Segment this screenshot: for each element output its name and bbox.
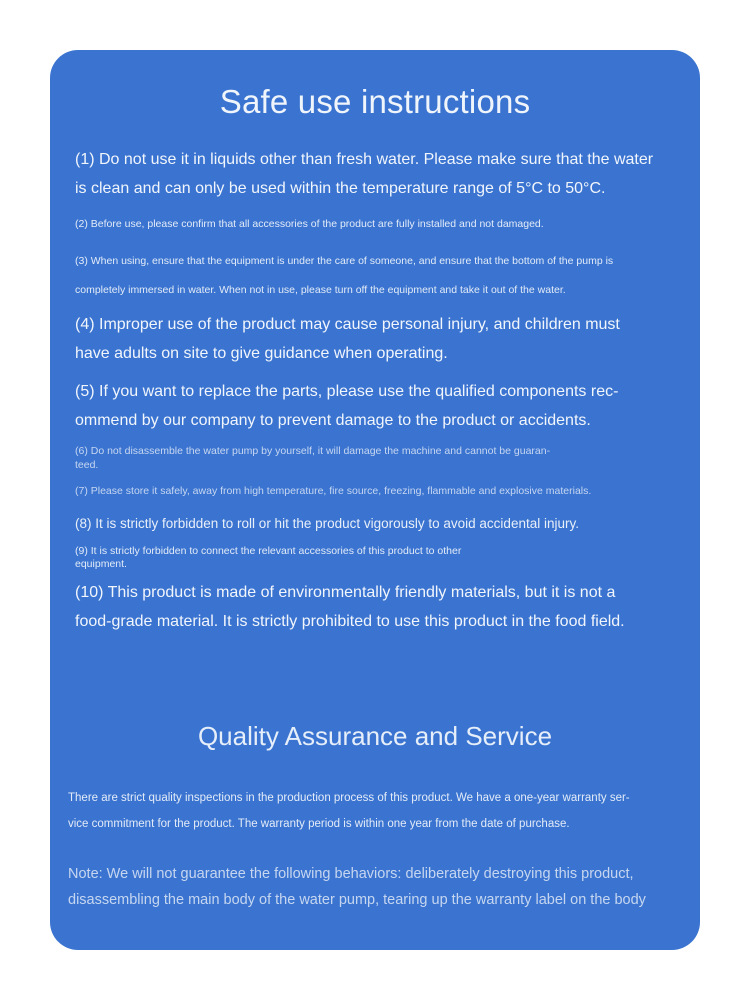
instruction-line: (10) This product is made of environmentally friendly materials, but it is not a: [75, 584, 616, 601]
warranty-line: vice commitment for the product. The warranty period is within one year from the date of purchase.: [68, 818, 570, 830]
instruction-item-1: [75, 145, 653, 203]
instruction-item-10: [75, 578, 625, 636]
instruction-line: have adults on site to give guidance when operating.: [75, 345, 448, 362]
instruction-item-2: [75, 217, 544, 231]
instruction-line: teed.: [75, 459, 99, 471]
instruction-line: food-grade material. It is strictly prohibited to use this product in the food field.: [75, 613, 625, 630]
quality-assurance-title: Quality Assurance and Service: [197, 721, 553, 751]
warranty-paragraph: [68, 785, 630, 837]
instructions-card: [50, 50, 700, 950]
instruction-line: equipment.: [75, 558, 127, 570]
instruction-item-7: [75, 484, 591, 498]
warranty-line: There are strict quality inspections in the production process of this product. We have a one-year warranty ser-: [68, 792, 630, 804]
instruction-item-9: [75, 545, 461, 571]
instruction-line: (3) When using, ensure that the equipment is under the care of someone, and ensure that the bottom of the pump is: [75, 255, 614, 267]
instruction-line: (5) If you want to replace the parts, please use the qualified components rec-: [75, 383, 619, 400]
instruction-line: (8) It is strictly forbidden to roll or hit the product vigorously to avoid accidental injury.: [75, 516, 579, 531]
instruction-line: (1) Do not use it in liquids other than fresh water. Please make sure that the water: [75, 151, 654, 168]
note-line: Note: We will not guarantee the following behaviors: deliberately destroying this product,: [68, 866, 634, 882]
instruction-item-8: [75, 515, 579, 533]
note-line: disassembling the main body of the water pump, tearing up the warranty label on the body: [68, 892, 646, 908]
instruction-line: completely immersed in water. When not in use, please turn off the equipment and take it out of the water.: [75, 284, 566, 296]
instruction-line: (9) It is strictly forbidden to connect the relevant accessories of this product to other: [75, 545, 462, 557]
instruction-item-6: [75, 444, 550, 472]
warranty-exclusions-note: [68, 861, 646, 913]
instruction-item-4: [75, 310, 620, 368]
instruction-line: ommend by our company to prevent damage to the product or accidents.: [75, 412, 591, 429]
instruction-item-5: [75, 377, 618, 435]
instruction-item-3: [75, 247, 613, 305]
instruction-line: (4) Improper use of the product may cause personal injury, and children must: [75, 316, 620, 333]
instruction-line: (7) Please store it safely, away from high temperature, fire source, freezing, flammable and explosive materials.: [75, 485, 592, 497]
safe-use-title: Safe use instructions: [219, 83, 531, 120]
instruction-line: is clean and can only be used within the temperature range of 5°C to 50°C.: [75, 180, 606, 197]
instruction-line: (2) Before use, please confirm that all accessories of the product are fully installed and not damaged.: [75, 218, 544, 230]
instruction-line: (6) Do not disassemble the water pump by yourself, it will damage the machine and cannot be guaran-: [75, 445, 551, 457]
